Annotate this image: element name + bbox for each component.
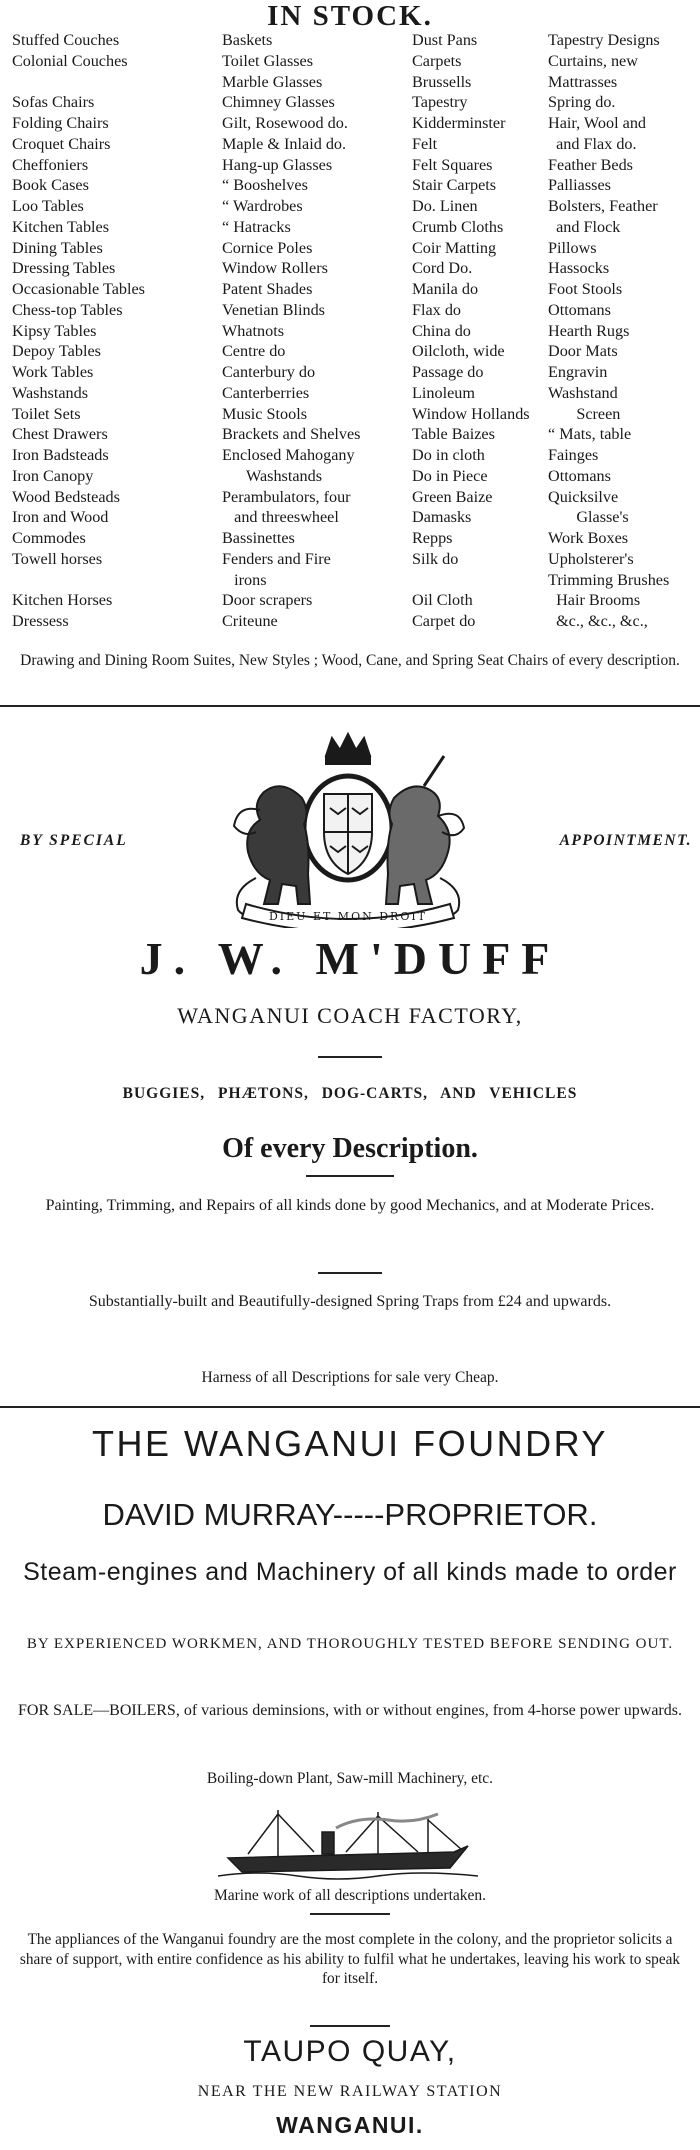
stock-item: Linoleum <box>412 383 475 402</box>
stock-item: Dust Pans <box>412 31 478 49</box>
stock-item: Tapestry Designs <box>548 31 660 49</box>
stock-item: Carpet do <box>412 612 476 630</box>
short-divider <box>318 1272 382 1274</box>
stock-column-furniture <box>12 30 145 632</box>
stock-item <box>12 570 145 591</box>
stock-item: Dining Tables <box>12 238 103 257</box>
stock-item: “ Wardrobes <box>222 197 303 215</box>
stock-item: Kidderminster <box>412 114 506 132</box>
stock-item: Stair Carpets <box>412 176 497 195</box>
stock-item: Repps <box>412 529 453 547</box>
marine-work-text: Marine work of all descriptions undertaken. <box>213 1887 487 1904</box>
stock-item: Iron and Wood <box>12 508 109 527</box>
stock-item: “ Hatracks <box>222 217 291 236</box>
short-divider <box>310 2025 390 2027</box>
stock-item: Window Hollands <box>412 404 530 423</box>
stock-item: Washstands <box>222 466 323 485</box>
stock-item: Bassinettes <box>222 529 295 547</box>
stock-item: Colonial Couches <box>12 51 128 70</box>
stock-item: Window Rollers <box>222 259 328 278</box>
stock-item: Door scrapers <box>222 591 313 610</box>
stock-item: Dressing Tables <box>12 259 116 278</box>
in-stock-list <box>12 30 698 630</box>
stock-item: Hair, Wool and <box>548 114 647 132</box>
stock-item: Green Baize <box>412 487 493 506</box>
stock-item: Cord Do. <box>412 259 473 278</box>
stock-item: Venetian Blinds <box>222 300 325 319</box>
stock-item: Hearth Rugs <box>548 321 630 340</box>
stock-item: Felt <box>412 134 438 153</box>
stock-item: Upholsterer's <box>548 549 634 568</box>
stock-item: Fenders and Fire <box>222 549 331 568</box>
stock-item: Canterberries <box>222 383 310 402</box>
stock-suites-footer: Drawing and Dining Room Suites, New Styles ; Wood, Cane, and Spring Seat Chairs of every description. <box>20 652 680 669</box>
stock-item: irons <box>222 570 267 589</box>
stock-item: Screen <box>548 404 621 423</box>
workmen-text: BY EXPERIENCED WORKMEN, AND THOROUGHLY TESTED BEFORE SENDING OUT. <box>26 1636 674 1652</box>
stock-item: Toilet Glasses <box>222 51 314 70</box>
stock-item: Engravin <box>548 363 608 381</box>
stock-item: Trimming Brushes <box>548 570 670 589</box>
stock-item: Baskets <box>222 31 273 49</box>
stock-item: Hassocks <box>548 259 610 278</box>
stock-item: Bolsters, Feather <box>548 197 658 215</box>
stock-item: Chest Drawers <box>12 425 108 444</box>
stock-item: Work Tables <box>12 363 94 381</box>
spring-traps-text: Substantially-built and Beautifully-designed Spring Traps from £24 and upwards. <box>88 1293 612 1310</box>
stock-item: Croquet Chairs <box>12 134 111 153</box>
stock-item: Tapestry <box>412 93 468 112</box>
vehicle-list: BUGGIES, PHÆTONS, DOG-CARTS, AND VEHICLES <box>122 1085 578 1102</box>
stock-item: Depoy Tables <box>12 342 101 361</box>
stock-item: Work Boxes <box>548 529 629 547</box>
royal-coat-of-arms-icon <box>198 728 498 928</box>
stock-item: Kipsy Tables <box>12 321 97 340</box>
stock-item: Music Stools <box>222 404 308 423</box>
stock-item: Cornice Poles <box>222 238 313 257</box>
stock-item: Centre do <box>222 342 286 361</box>
stock-item: Wood Bedsteads <box>12 487 120 506</box>
stock-item: Washstands <box>12 383 89 402</box>
by-special-label: BY SPECIAL <box>20 832 128 849</box>
foundry-title: THE WANGANUI FOUNDRY <box>91 1423 608 1464</box>
stock-item: Whatnots <box>222 321 285 340</box>
stock-item: and Flax do. <box>548 134 637 153</box>
stock-item: Occasionable Tables <box>12 280 145 298</box>
stock-item: Patent Shades <box>222 280 313 298</box>
stock-item: &c., &c., &c., <box>548 612 648 630</box>
stock-item: Hair Brooms <box>548 591 641 610</box>
stock-item: China do <box>412 321 471 340</box>
stock-item: Glasse's <box>548 508 629 527</box>
stock-item: Book Cases <box>12 176 89 195</box>
stock-item: Sofas Chairs <box>12 93 95 112</box>
painting-repairs-text: Painting, Trimming, and Repairs of all kinds done by good Mechanics, and at Moderate Prices. <box>45 1197 655 1214</box>
stock-item <box>412 570 530 591</box>
stock-column-bedding-upholstery <box>548 30 669 632</box>
stock-item: Cheffoniers <box>12 155 89 174</box>
every-description-line: Of every Description. <box>222 1133 478 1164</box>
proprietor-line: DAVID MURRAY-----PROPRIETOR. <box>102 1497 598 1532</box>
short-divider <box>306 1175 394 1177</box>
railway-station-line: NEAR THE NEW RAILWAY STATION <box>197 2083 503 2100</box>
stock-item: Feather Beds <box>548 155 633 174</box>
stock-item: Gilt, Rosewood do. <box>222 114 348 132</box>
stock-item: Commodes <box>12 529 86 547</box>
stock-item <box>12 72 145 93</box>
stock-item: Felt Squares <box>412 155 493 174</box>
stock-item: and Flock <box>548 217 621 236</box>
stock-item: Curtains, new <box>548 51 638 70</box>
coach-factory-title: WANGANUI COACH FACTORY, <box>177 1003 523 1028</box>
section-divider <box>0 1406 700 1408</box>
stock-item: Do in cloth <box>412 446 485 464</box>
short-divider <box>318 1056 382 1058</box>
stock-item: Do. Linen <box>412 197 478 215</box>
stock-column-glasses-fittings <box>222 30 360 632</box>
stock-item: Coir Matting <box>412 238 497 257</box>
steamship-icon <box>218 1806 478 1882</box>
stock-item: Iron Badsteads <box>12 446 109 464</box>
stock-item: and threeswheel <box>222 508 339 527</box>
stock-item: Dressess <box>12 612 69 630</box>
stock-item: Palliasses <box>548 176 611 195</box>
stock-item: Enclosed Mahogany <box>222 446 355 464</box>
stock-item: “ Mats, table <box>548 425 632 444</box>
stock-item: Spring do. <box>548 93 616 112</box>
stock-item: Damasks <box>412 508 472 527</box>
stock-item: Brussells <box>412 72 472 91</box>
stock-item: Towell horses <box>12 549 103 568</box>
stock-item: Passage do <box>412 363 484 381</box>
stock-item: Perambulators, four <box>222 487 351 506</box>
stock-item: Brackets and Shelves <box>222 425 361 444</box>
stock-item: Foot Stools <box>548 280 623 298</box>
stock-item: Silk do <box>412 549 459 568</box>
mduff-name-heading: J. W. M'DUFF <box>139 933 561 984</box>
stock-item: Stuffed Couches <box>12 31 120 49</box>
stock-item: “ Booshelves <box>222 176 308 195</box>
stock-item: Quicksilve <box>548 487 619 506</box>
stock-item: Crumb Cloths <box>412 217 504 236</box>
stock-item: Mattrasses <box>548 72 618 91</box>
stock-column-carpets-cloths <box>412 30 530 632</box>
taupo-quay-address: TAUPO QUAY, <box>243 2035 457 2068</box>
wanganui-town: WANGANUI. <box>276 2112 424 2138</box>
appliances-text: The appliances of the Wanganui foundry are the most complete in the colony, and the proprietor solicits a share of support, with entire confidence as his ability to fulfil what he undertakes, leaving his work to speak for itself. <box>19 1931 681 1987</box>
stock-item: Chess-top Tables <box>12 300 123 319</box>
boilers-text: FOR SALE—BOILERS, of various deminsions, with or without engines, from 4-horse power upwards. <box>18 1702 682 1719</box>
plant-machinery-text: Boiling-down Plant, Saw-mill Machinery, etc. <box>206 1770 494 1787</box>
steam-engines-text: Steam-engines and Machinery of all kinds made to order <box>23 1558 677 1586</box>
in-stock-heading: IN STOCK. <box>267 0 433 32</box>
appointment-label: APPOINTMENT. <box>559 832 692 849</box>
stock-item: Door Mats <box>548 342 618 361</box>
stock-item: Loo Tables <box>12 197 84 215</box>
stock-item: Oil Cloth <box>412 591 473 610</box>
stock-item: Oilcloth, wide <box>412 342 505 361</box>
svg-text:DIEU ET MON DROIT: DIEU ET MON DROIT <box>268 910 428 923</box>
stock-item: Iron Canopy <box>12 466 94 485</box>
stock-item: Kitchen Tables <box>12 217 110 236</box>
short-divider <box>310 1913 390 1915</box>
stock-item: Washstand <box>548 383 618 402</box>
stock-item: Kitchen Horses <box>12 591 113 610</box>
stock-item: Pillows <box>548 238 597 257</box>
stock-item: Criteune <box>222 612 278 630</box>
stock-item: Do in Piece <box>412 466 488 485</box>
stock-item: Manila do <box>412 280 479 298</box>
stock-item: Table Baizes <box>412 425 495 444</box>
harness-text: Harness of all Descriptions for sale very Cheap. <box>201 1369 499 1386</box>
stock-item: Ottomans <box>548 300 611 319</box>
stock-item: Flax do <box>412 300 462 319</box>
stock-item: Chimney Glasses <box>222 93 335 112</box>
stock-item: Maple & Inlaid do. <box>222 134 347 153</box>
stock-item: Marble Glasses <box>222 72 323 91</box>
stock-item: Fainges <box>548 446 599 464</box>
stock-item: Toilet Sets <box>12 404 81 423</box>
stock-item: Ottomans <box>548 466 611 485</box>
stock-item: Hang-up Glasses <box>222 155 333 174</box>
stock-item: Carpets <box>412 51 462 70</box>
stock-item: Folding Chairs <box>12 114 109 132</box>
section-divider <box>0 705 700 707</box>
stock-item: Canterbury do <box>222 363 316 381</box>
